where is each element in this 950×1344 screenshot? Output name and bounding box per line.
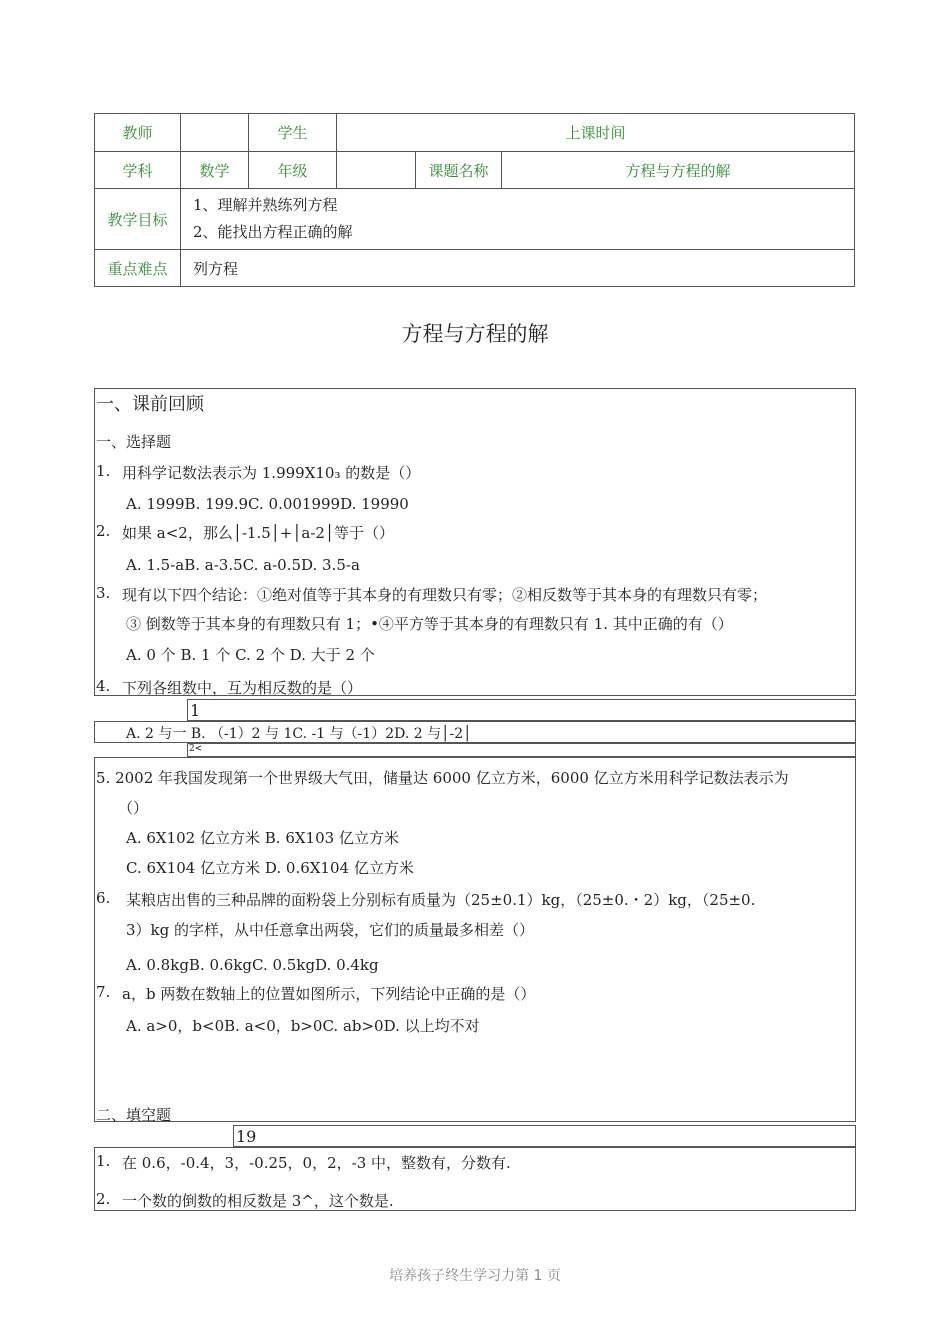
q4-fraction-bottom-box (187, 743, 856, 757)
q5-options-2: C. 6X104 亿立方米 D. 0.6X104 亿立方米 (126, 859, 414, 877)
q4-number: 4. (96, 677, 111, 695)
q5-options-1: A. 6X102 亿立方米 B. 6X103 亿立方米 (126, 829, 399, 847)
q2-text: 如果 a<2，那么│-1.5│+│a-2│等于（） (122, 524, 394, 542)
teacher-value (181, 114, 249, 152)
document-title: 方程与方程的解 (401, 322, 549, 346)
q6-text: 某粮店出售的三种品牌的面粉袋上分别标有质量为（25±0.1）kg，（25±0.・2）kg，（25±0. (126, 891, 756, 909)
grade-label: 年级 (249, 152, 337, 189)
page-footer: 培养孩子终生学习力第 1 页 (389, 1268, 561, 1284)
f1-number: 1. (96, 1152, 111, 1170)
f2-text: 一个数的倒数的相反数是 3^，这个数是. (122, 1192, 394, 1210)
key-value: 列方程 (181, 250, 855, 287)
q6-text-line2: 3）kg 的字样，从中任意拿出两袋，它们的质量最多相差（） (126, 921, 535, 939)
goal-label: 教学目标 (95, 189, 181, 250)
f2-number: 2. (96, 1190, 111, 1208)
q3-number: 3. (96, 584, 111, 602)
q1-number: 1. (96, 462, 111, 480)
fraction-19-box (233, 1125, 856, 1147)
q1-text: 用科学记数法表示为 1.999X10₃ 的数是（） (122, 464, 421, 482)
student-label: 学生 (249, 114, 337, 152)
goal-line-1: 1、理解并熟练列方程 (193, 196, 338, 214)
q5-text-line2: （） (118, 799, 149, 817)
q4-options: A. 2 与一 B. （-1）2 与 1C. -1 与（-1）2D. 2 与│-2│ (126, 726, 472, 742)
subject-value: 数学 (181, 152, 249, 189)
key-label: 重点难点 (95, 250, 181, 287)
q4-fraction-bottom: 2< (189, 744, 203, 754)
q3-text: 现有以下四个结论：①绝对值等于其本身的有理数只有零；②相反数等于其本身的有理数只有零； (122, 586, 768, 604)
fill-heading: 二、填空题 (96, 1106, 172, 1124)
q3-options: A. 0 个 B. 1 个 C. 2 个 D. 大于 2 个 (126, 646, 375, 664)
q6-options: A. 0.8kgB. 0.6kgC. 0.5kgD. 0.4kg (126, 956, 379, 974)
topic-label: 课题名称 (416, 152, 502, 189)
q4-fraction-top: 1 (190, 701, 201, 720)
review-heading: 一、课前回顾 (96, 394, 204, 415)
q7-text: a，b 两数在数轴上的位置如图所示，下列结论中正确的是（） (122, 985, 536, 1003)
q3-text-line2: ③ 倒数等于其本身的有理数只有 1；•④平方等于其本身的有理数只有 1. 其中正确的有（） (126, 615, 733, 633)
q7-number: 7. (96, 983, 111, 1001)
q2-number: 2. (96, 522, 111, 540)
q4-text: 下列各组数中，互为相反数的是（） (122, 679, 363, 697)
grade-value (337, 152, 416, 189)
fraction-19: 19 (236, 1127, 257, 1146)
subject-label: 学科 (95, 152, 181, 189)
q4-fraction-top-box (187, 699, 856, 721)
q6-number: 6. (96, 889, 111, 907)
f1-text: 在 0.6，-0.4，3，-0.25，0，2，-3 中，整数有，分数有. (122, 1154, 511, 1172)
topic-value: 方程与方程的解 (502, 152, 855, 189)
q2-options: A. 1.5-aB. a-3.5C. a-0.5D. 3.5-a (126, 556, 360, 574)
q1-options: A. 1999B. 199.9C. 0.001999D. 19990 (126, 495, 409, 513)
teacher-label: 教师 (95, 114, 181, 152)
lesson-info-table (94, 113, 855, 287)
goal-line-2: 2、能找出方程正确的解 (193, 223, 353, 241)
choice-heading: 一、选择题 (96, 433, 172, 451)
q5-text: 5. 2002 年我国发现第一个世界级大气田，储量达 6000 亿立方米，6000 亿立方米用科学记数法表示为 (96, 769, 789, 787)
class-time-label: 上课时间 (337, 114, 855, 152)
goal-value (181, 189, 855, 250)
q7-options: A. a>0，b<0B. a<0，b>0C. ab>0D. 以上均不对 (126, 1017, 480, 1035)
